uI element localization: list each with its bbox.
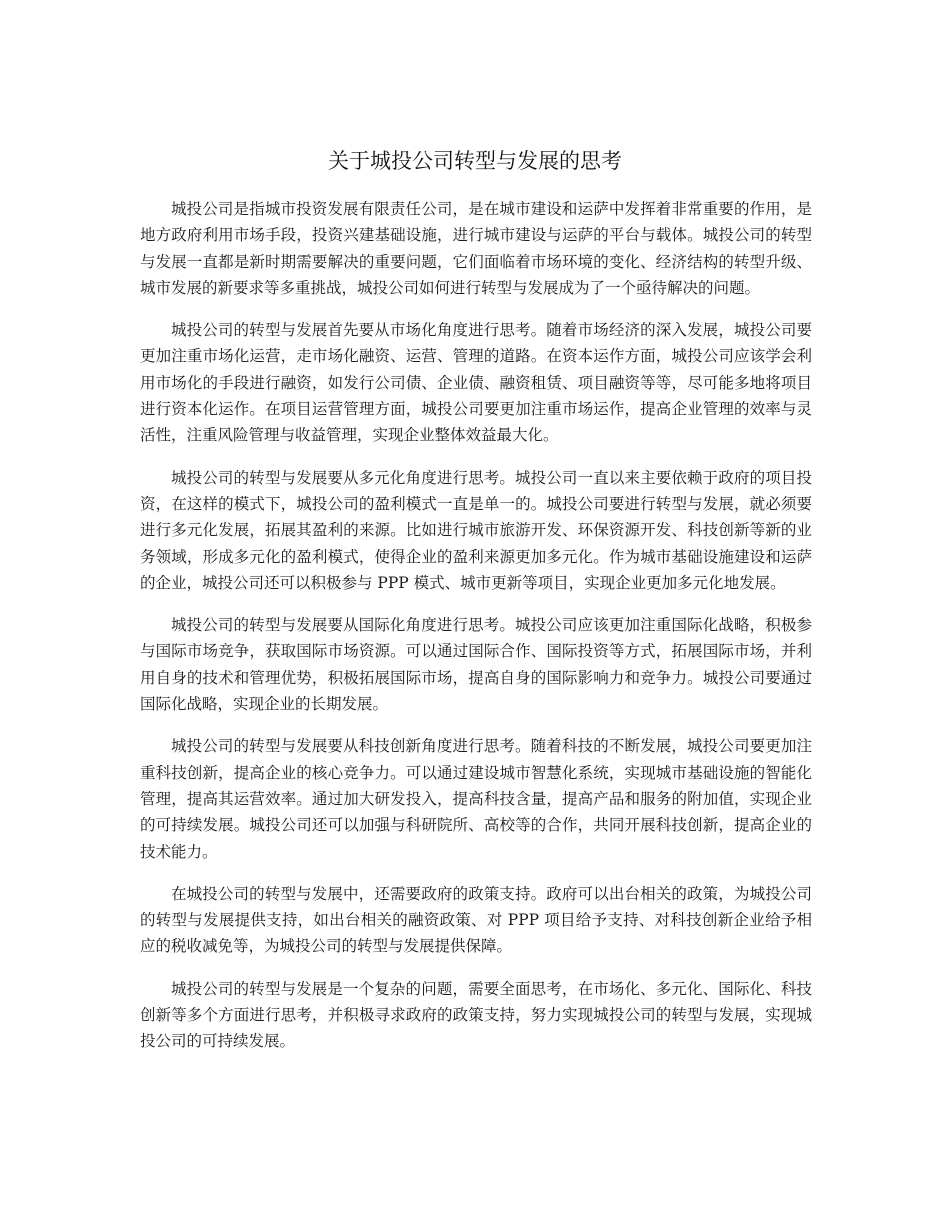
paragraph-6: 在城投公司的转型与发展中，还需要政府的政策支持。政府可以出台相关的政策，为城投公司的转型与发展提供支持，如出台相关的融资政策、对 PPP 项目给予支持、对科技创新企业给予相应的税收减免等，为城投公司的转型与发展提供保障。 — [140, 884, 812, 956]
paragraph-3: 城投公司的转型与发展要从多元化角度进行思考。城投公司一直以来主要依赖于政府的项目投资，在这样的模式下，城投公司的盈利模式一直是单一的。城投公司要进行转型与发展，就必须要进行多元化发展，拓展其盈利的来源。比如进行城市旅游开发、环保资源开发、科技创新等新的业务领域，形成多元化的盈利模式，使得企业的盈利来源更加多元化。作为城市基础设施建设和运萨的企业，城投公司还可以积极参与 PPP 模式、城市更新等项目，实现企业更加多元化地发展。 — [140, 468, 812, 592]
document-title: 关于城投公司转型与发展的思考 — [328, 149, 622, 173]
paragraph-5: 城投公司的转型与发展要从科技创新角度进行思考。随着科技的不断发展，城投公司要更加注重科技创新，提高企业的核心竞争力。可以通过建设城市智慧化系统，实现城市基础设施的智能化管理，提高其运营效率。通过加大研发投入，提高科技含量，提高产品和服务的附加值，实现企业的可持续发展。城投公司还可以加强与科研院所、高校等的合作，共同开展科技创新，提高企业的技术能力。 — [140, 737, 812, 861]
paragraph-7: 城投公司的转型与发展是一个复杂的问题，需要全面思考，在市场化、多元化、国际化、科技创新等多个方面进行思考，并积极寻求政府的政策支持，努力实现城投公司的转型与发展，实现城投公司的可持续发展。 — [140, 979, 812, 1051]
document-body — [140, 196, 812, 1071]
paragraph-1: 城投公司是指城市投资发展有限责任公司，是在城市建设和运萨中发挥着非常重要的作用，是地方政府利用市场手段，投资兴建基础设施，进行城市建设与运萨的平台与载体。城投公司的转型与发展一直都是新时期需要解决的重要问题，它们面临着市场环境的变化、经济结构的转型升级、城市发展的新要求等多重挑战，城投公司如何进行转型与发展成为了一个亟待解决的问题。 — [140, 200, 812, 297]
paragraph-2: 城投公司的转型与发展首先要从市场化角度进行思考。随着市场经济的深入发展，城投公司要更加注重市场化运营，走市场化融资、运营、管理的道路。在资本运作方面，城投公司应该学会利用市场化的手段进行融资，如发行公司债、企业债、融资租赁、项目融资等等，尽可能多地将项目进行资本化运作。在项目运营管理方面，城投公司要更加注重市场运作，提高企业管理的效率与灵活性，注重风险管理与收益管理，实现企业整体效益最大化。 — [140, 321, 812, 445]
paragraph-4: 城投公司的转型与发展要从国际化角度进行思考。城投公司应该更加注重国际化战略，积极参与国际市场竞争，获取国际市场资源。可以通过国际合作、国际投资等方式，拓展国际市场，并利用自身的技术和管理优势，积极拓展国际市场，提高自身的国际影响力和竞争力。城投公司要通过国际化战略，实现企业的长期发展。 — [140, 616, 812, 714]
